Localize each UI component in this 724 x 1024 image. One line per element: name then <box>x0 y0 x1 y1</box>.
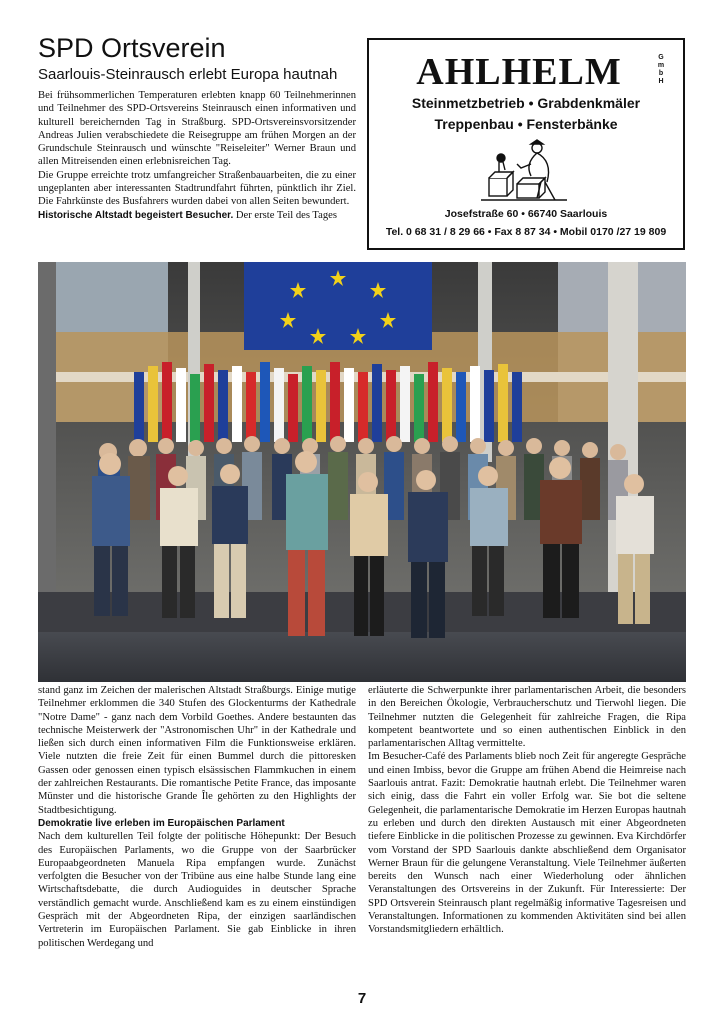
left-paragraph-1: stand ganz im Zeichen der malerischen Altstadt Straßburgs. Einige mutige Teilnehmer erklommen die 340 Stufen des Glockenturms der Kathedrale "Notre Dame" - ganz nach dem Vorbild Goethes. Andere bestaunten das technische Meisterwerk der "Astronomischen Uhr" in der Kathedrale und ließen sich durch einen informativen Film die Funktionsweise erklären. Viele nutzten die freie Zeit für einen Bummel durch die pittoresken Gassen oder genossen einen typisch elsässischen Flammkuchen in einem der zahlreichen Restaurants. Die romantische Petite France, das imposante Münster und die historische Grande Île gehörten zu den Highlights der Stadtbesichtigung. <box>38 685 356 816</box>
ad-legal-form-text: GmbH <box>657 54 665 85</box>
subhead-continuation: Der erste Teil des Tages <box>233 209 337 221</box>
right-paragraph-2: Im Besucher-Café des Parlaments blieb noch Zeit für angeregte Gespräche und einen Imbiss, bevor die Gruppe am frühen Abend die Heimreise nach Saarlouis antrat. Fazit: Demokratie hautnah erlebt. Die Teilnehmer waren sich einig, dass die Fahrt ein voller Erfolg war. Sie bot die seltene Gelegenheit, die parlamentarische Demokratie im Herzen Europas hautnah zu erleben und durch den direkten Austausch mit einer Abgeordneten tiefere Einblicke in die politischen Prozesse zu gewinnen. Eva Kirchdörfer vom Vorstand der SPD Saarlouis dankte abschließend dem Organisator Werner Braun für die gelungene Veranstaltung. Viele Teilnehmer äußerten bereits den Wunsch nach einer Wiederholung oder ähnlichen Veranstaltungen des Ortsvereins in der Zukunft. Für Interessierte: Der SPD Ortsverein Steinrausch plant regelmäßig informative Tagesreisen und Veranstaltungen. Informationen zu kommenden Aktivitäten sind bei allen Vorstandsmitgliedern erhältlich. <box>368 751 686 936</box>
subhead-demokratie: Demokratie live erleben im Europäischen Parlament <box>38 817 285 829</box>
left-paragraph-2: Nach dem kulturellen Teil folgte der politische Höhepunkt: Der Besuch des Europäischen Parlaments, wo die Gruppe von der Saarbrücker Europaabgeordneten Manuela Ripa empfangen wurde. Zunächst verfolgten die Besucher von der Tribüne aus eine halbe Stunde lang eine Wirtschaftsdebatte, die durch Audioguides in deutscher Sprache verständlich gemacht wurde. Anschließend kam es zu einem einstündigen Gespräch mit der Abgeordneten Ripa, der einzigen saarländischen Vertreterin im Europäischen Parlament. Sie gab Einblicke in ihren politischen Werdegang und <box>38 831 356 949</box>
intro-column <box>38 89 356 222</box>
ad-services-line-1: Steinmetzbetrieb • Grabdenkmäler <box>411 95 641 111</box>
ad-contact: Tel. 0 68 31 / 8 29 66 • Fax 8 87 34 • Mobil 0170 /27 19 809 <box>385 226 667 238</box>
article-title: SPD Ortsverein <box>38 33 226 63</box>
subhead-altstadt: Historische Altstadt begeistert Besucher. <box>38 209 234 221</box>
ad-services-line-2: Treppenbau • Fensterbänke <box>434 116 618 132</box>
intro-paragraph-1: Bei frühsommerlichen Temperaturen erlebten knapp 60 Teilnehmerinnen und Teilnehmer des SPD-Ortsvereins Steinrausch einen informativen und kulturell bereichernden Tag in Straßburg. SPD-Ortsvereinsvorsitzender Andreas Julien verabschiedete die Reisegruppe am frühen Morgen an der Grundschule Steinrausch und wünschte "Reiseleiter" Werner Braun und allen Mitreisenden einen erlebnisreichen Tag. <box>38 90 356 168</box>
advertisement-ahlhelm <box>367 38 685 250</box>
stonemason-logo-icon <box>481 138 571 204</box>
article-subtitle: Saarlouis-Steinrausch erlebt Europa hautnah <box>38 66 338 83</box>
ad-address: Josefstraße 60 • 66740 Saarlouis <box>444 208 608 220</box>
page-number: 7 <box>357 990 367 1007</box>
right-column <box>368 684 686 937</box>
group-photo-illustration <box>38 262 686 682</box>
subhead-paragraph <box>38 209 356 222</box>
intro-paragraph-2: Die Gruppe erreichte trotz umfangreicher Straßenbauarbeiten, die zu einer ungeplanten aber interessanten Stadtrundfahrt führten, pünktlich ihr Ziel. Die Fahrkünste des Busfahrers wurden dabei von allen Seiten bewundert. <box>38 169 356 208</box>
group-photo-parliament <box>38 262 686 682</box>
left-column <box>38 684 356 950</box>
ad-legal-form <box>655 54 667 86</box>
right-paragraph-1: erläuterte die Schwerpunkte ihrer parlamentarischen Arbeit, die besonders in den Bereichen Ökologie, Verbraucherschutz und Tierwohl liegen. Die Teilnehmer nutzten die Gelegenheit für zahlreiche Fragen, die Ripa kompetent beantwortete und so einen authentischen Einblick in den parlamentarischen Alltag vermittelte. <box>368 685 686 750</box>
ad-company-name: AHLHELM <box>416 51 622 93</box>
